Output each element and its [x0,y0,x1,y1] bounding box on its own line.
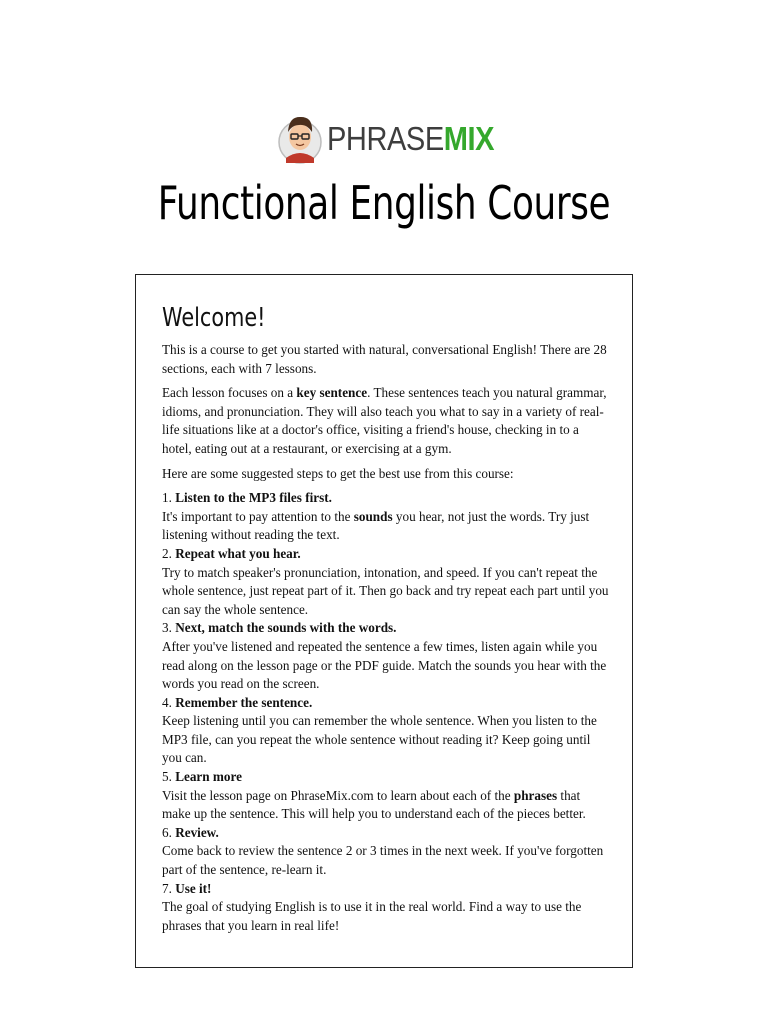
step-body-bold: phrases [513,787,558,803]
step-item [162,824,610,880]
step-title: Next, match the sounds with the words. [175,620,397,636]
step-item [162,489,610,545]
step-body-text: The goal of studying English is to use it in the real world. Find a way to use the phrases that you learn in real life! [162,899,582,933]
step-number: 4. [162,694,172,710]
page-title: Functional English Course [157,176,611,230]
step-item [162,694,610,768]
step-title: Learn more [175,769,242,785]
welcome-heading: Welcome! [162,303,266,333]
step-item [162,619,610,693]
step-title: Remember the sentence. [175,694,313,710]
step-body-text: Keep listening until you can remember the whole sentence. When you listen to the MP3 file, can you repeat the whole sentence without reading it? Keep going until you can. [162,713,597,766]
step-number: 5. [162,769,172,785]
step-body-text: Try to match speaker's pronunciation, intonation, and speed. If you can't repeat the whole sentence, just repeat part of it. Then go back and try repeat each part until you can say the whole sentence. [162,564,609,617]
step-body-bold: sounds [353,508,393,524]
step-body [162,712,610,768]
step-body [162,638,610,694]
step-body [162,787,610,824]
lesson-key-sentence: key sentence [296,385,368,401]
step-number: 1. [162,490,172,506]
logo-wordmark [327,119,495,157]
step-body [162,842,610,879]
step-number: 6. [162,824,172,840]
step-body-text: After you've listened and repeated the sentence a few times, listen again while you read along on the lesson page or the PDF guide. Match the sounds you hear with the words you read on the screen. [162,638,607,692]
phrasemix-logo [277,110,517,166]
step-body-text: Come back to review the sentence 2 or 3 times in the next week. If you've forgotten part of the sentence, re-learn it. [162,843,604,878]
welcome-box [135,274,633,968]
lesson-text-start: Each lesson focuses on a [162,385,297,401]
logo-word-mix: MIX [443,119,495,157]
step-item [162,545,610,619]
lesson-text-end: . These sentences teach you natural grammar, idioms, and pronunciation. They will also teach you what to say in a variety of real-life situations like at a doctor's office, visiting a friend's house, checking in to a hotel, eating out at a restaurant, or exercising at a gym. [162,385,607,456]
steps-intro: Here are some suggested steps to get the best use from this course: [162,465,514,481]
step-title: Listen to the MP3 files first. [175,490,332,506]
step-title: Repeat what you hear. [175,545,301,561]
step-item [162,880,610,936]
step-body-text: It's important to pay attention to the [162,508,354,524]
cartoon-mascot-icon [277,110,323,166]
step-body [162,898,610,935]
step-body-text-end: you hear, not just the words. Try just listening without reading the text. [162,508,590,543]
step-number: 7. [162,880,172,896]
step-number: 2. [162,545,172,561]
lesson-paragraph [162,384,610,458]
steps-list [162,489,610,935]
logo-word-phrase: PHRASE [327,119,444,157]
step-item [162,768,610,824]
step-body-text-end: that make up the sentence. This will help you to understand each of the pieces better. [162,787,586,822]
step-body [162,564,610,620]
step-body-text: Visit the lesson page on PhraseMix.com to learn about each of the [162,787,514,803]
step-title: Review. [175,824,219,840]
step-title: Use it! [175,880,212,896]
intro-paragraph: This is a course to get you started with natural, conversational English! There are 28 sections, each with 7 lessons. [162,342,607,376]
step-body [162,508,610,545]
step-number: 3. [162,620,172,636]
